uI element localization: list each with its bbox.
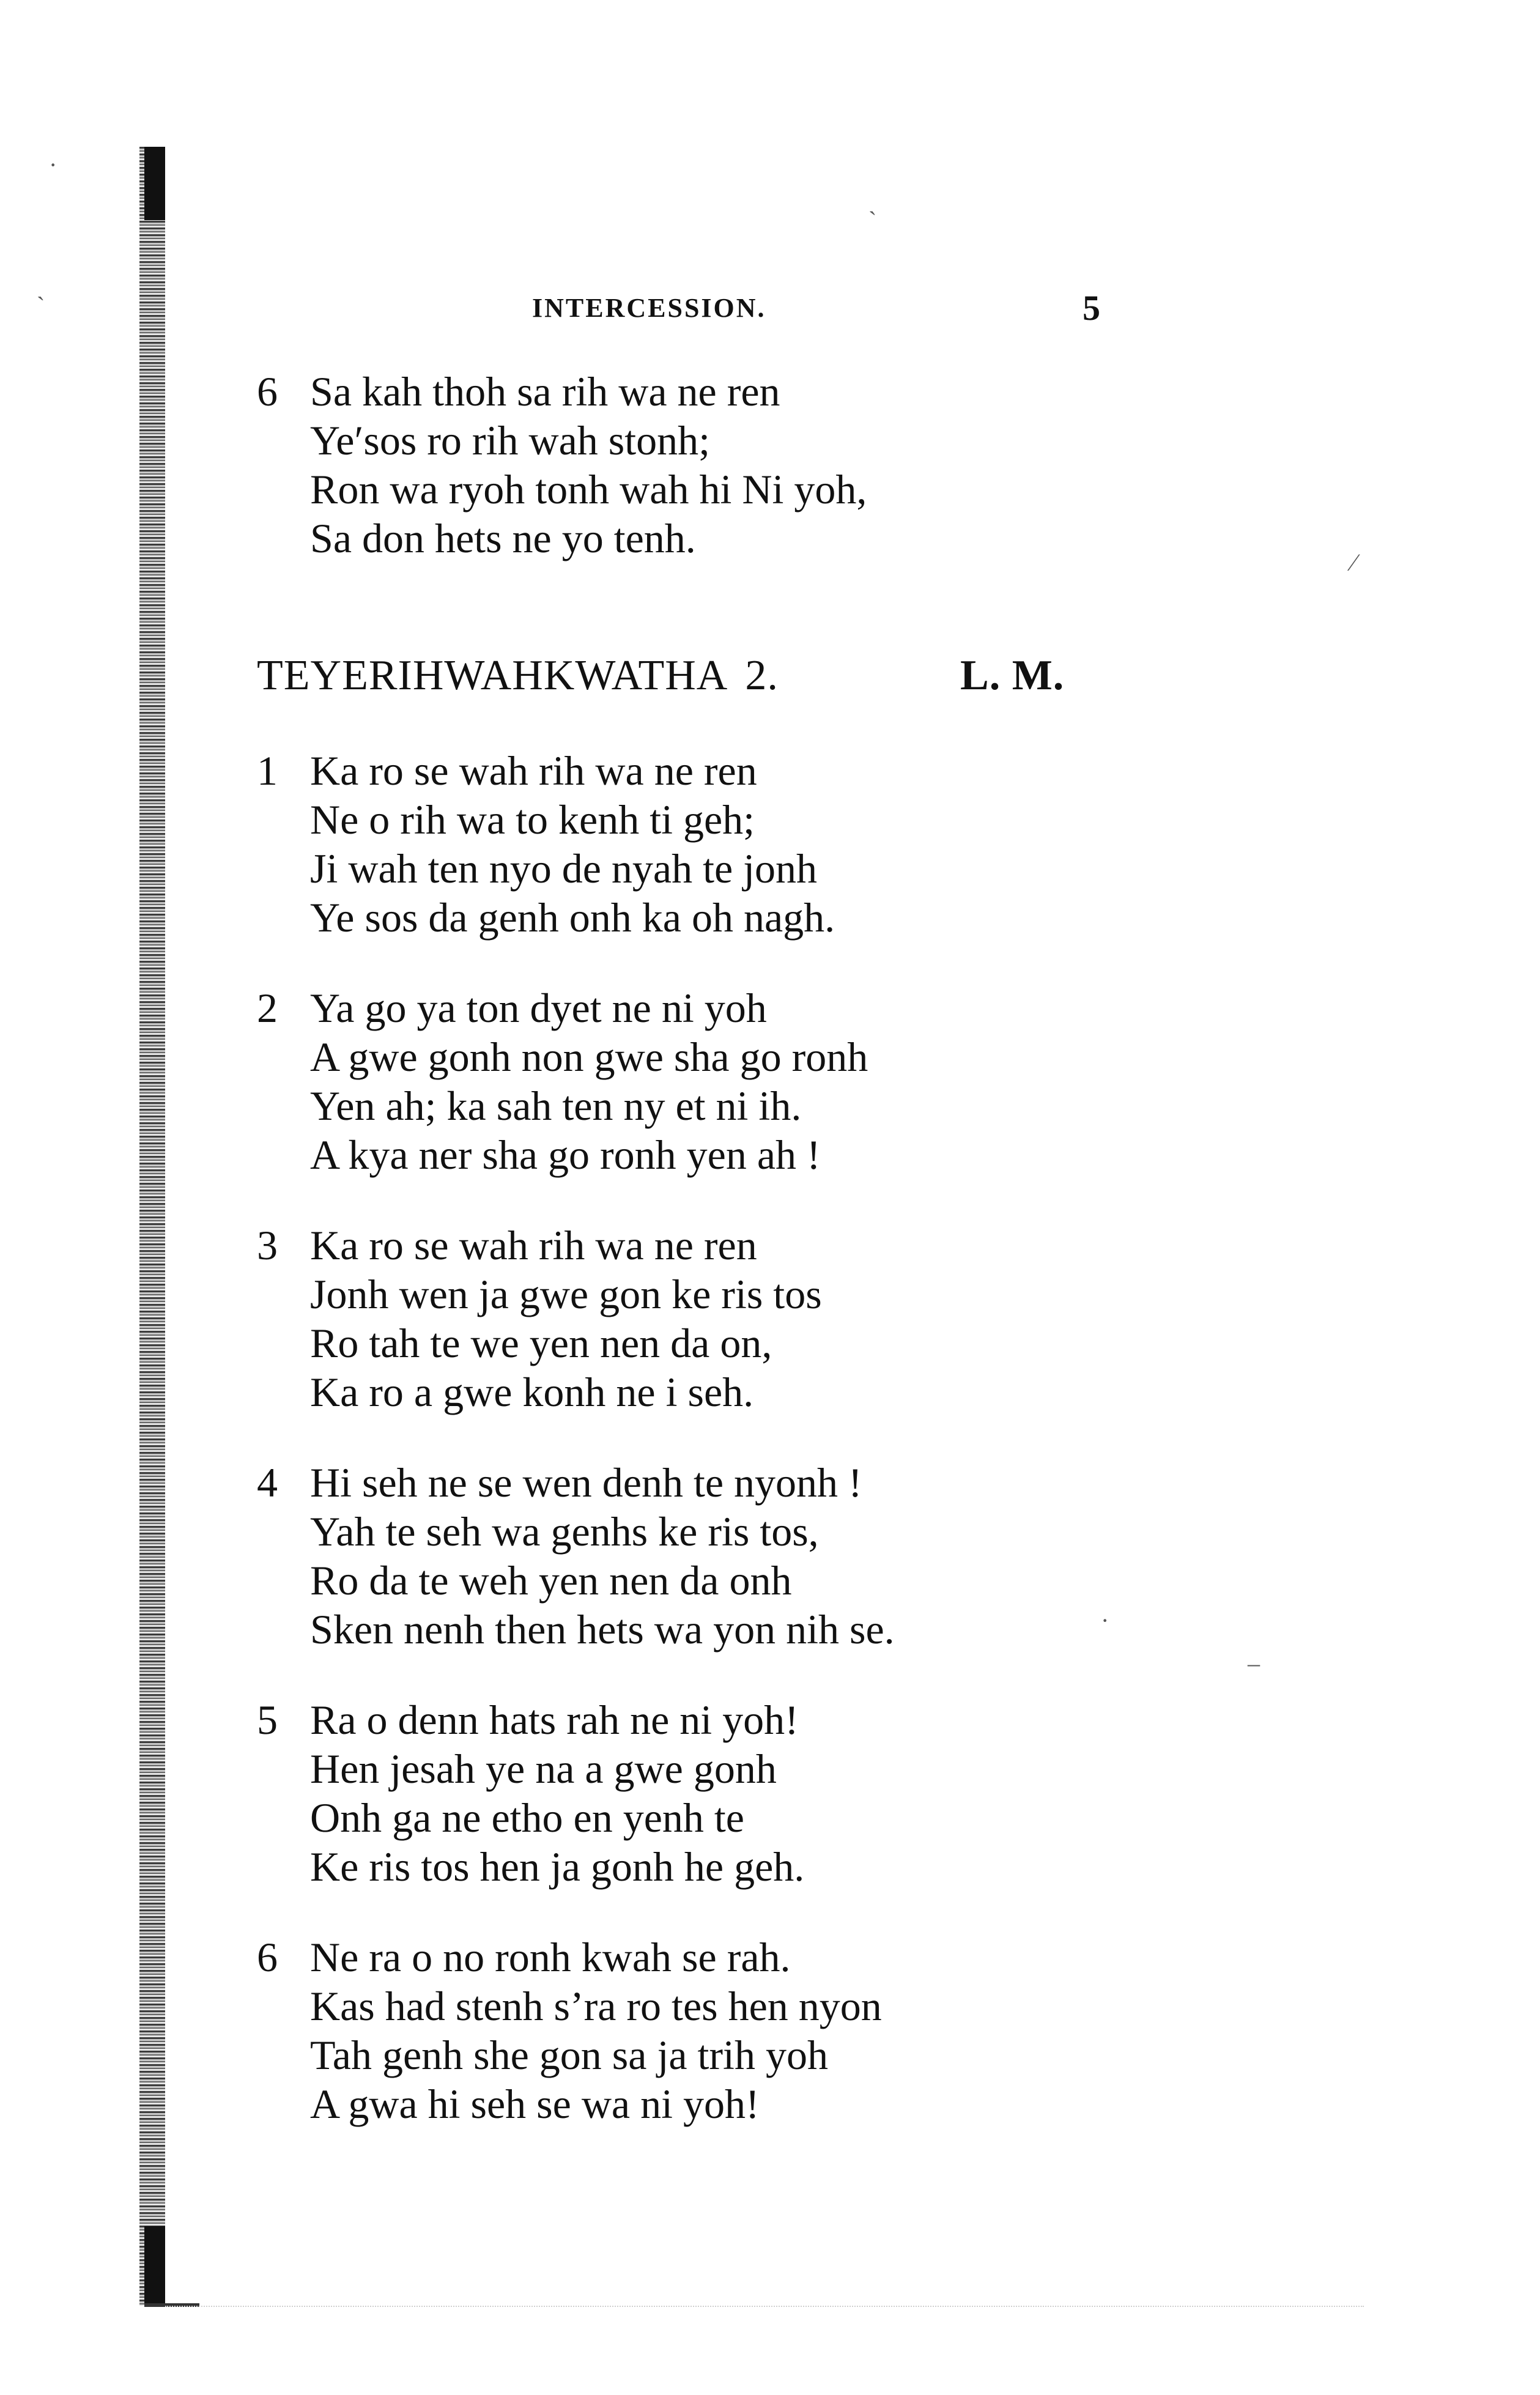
binding-gutter-top [144,147,165,220]
stanza-6 [257,1933,1297,2128]
verse-line: A gwe gonh non gwe sha go ronh [310,1034,868,1080]
verse-line: Hen jesah ye na a gwe gonh [310,1745,777,1792]
print-speck: ‒ [1248,1649,1260,1677]
print-speck: ˏ [868,188,877,215]
stanza-gap [257,1891,1297,1933]
verse-line [257,1695,1297,1744]
verse-line: A gwa hi seh se wa ni yoh! [310,2081,760,2127]
print-speck: ⁄ [1352,549,1356,576]
verse-line: Ne o rih wa to kenh ti geh; [310,796,755,843]
verse-line: Yah te seh wa genhs ke ris tos, [310,1508,819,1555]
verse-number: 6 [257,368,278,415]
stanza-1 [257,746,1297,942]
verse-line: Ka ro a gwe konh ne i seh. [310,1369,754,1415]
hymn-meter: L. M. [960,652,1065,699]
verse-line: Kas had stenh s’ra ro tes hen nyon [310,1983,882,2029]
stanza-gap [257,1416,1297,1458]
page-header [0,287,1540,330]
verse-text: Hi seh ne se wen denh te nyonh ! [310,1459,862,1506]
print-speck: · [1101,1607,1109,1634]
verse-number: 3 [257,1222,278,1268]
verse-line: Tah genh she gon sa ja trih yoh [310,2032,828,2078]
verse-number: 5 [257,1697,278,1743]
stanza-gap [257,1654,1297,1695]
stanza-3 [257,1221,1297,1416]
verse-line: Sa don hets ne yo tenh. [310,515,696,561]
verse-line: Jonh wen ja gwe gon ke ris tos [310,1271,822,1317]
verse-number: 1 [257,747,278,794]
page-number: 5 [1083,288,1100,328]
verse-line: Ye sos da genh onh ka oh nagh. [310,894,835,941]
binding-gutter [139,147,165,2306]
verse-line [257,367,1297,416]
stanza-4 [257,1458,1297,1654]
verse-text: Sa kah thoh sa rih wa ne ren [310,368,780,415]
page-bottom-edge [165,2306,1364,2307]
binding-gutter-bottom [144,2226,165,2306]
print-speck: ˋ [37,292,45,319]
verse-line [257,983,1297,1032]
verse-line [257,1458,1297,1507]
stanza-previous-6 [257,367,1297,563]
verse-text: Ya go ya ton dyet ne ni yoh [310,985,767,1031]
verse-text: Ne ra o no ronh kwah se rah. [310,1934,791,1980]
verse-text: Ka ro se wah rih wa ne ren [310,747,757,794]
stanza-gap [257,1179,1297,1221]
hymn-heading [257,648,1297,703]
verse-line: Ye′sos ro rih wah stonh; [310,417,711,464]
verse-line: Sken nenh then hets wa yon nih se. [310,1606,895,1653]
print-speck: · [49,151,57,179]
verse-line: Yen ah; ka sah ten ny et ni ih. [310,1083,802,1129]
verse-line: A kya ner sha go ronh yen ah ! [310,1131,821,1178]
verse-line [257,1221,1297,1270]
stanza-gap [257,942,1297,983]
verse-text: Ra o denn hats rah ne ni yoh! [310,1697,799,1743]
verse-line: Ke ris tos hen ja gonh he geh. [310,1843,805,1890]
verse-line [257,746,1297,795]
verse-line: Ji wah ten nyo de nyah te jonh [310,845,818,892]
running-head: INTERCESSION. [532,293,766,323]
verse-number: 2 [257,985,278,1031]
page-content [257,367,1297,2128]
verse-line [257,1933,1297,1982]
verse-text: Ka ro se wah rih wa ne ren [310,1222,757,1268]
verse-line: Ro da te weh yen nen da onh [310,1557,792,1604]
hymn-number: 2. [745,652,779,699]
stanza-5 [257,1695,1297,1891]
verse-line: Ro tah te we yen nen da on, [310,1320,772,1366]
verse-number: 4 [257,1459,278,1506]
verse-number: 6 [257,1934,278,1980]
stanza-2 [257,983,1297,1179]
hymn-title: TEYERIHWAHKWATHA [257,652,728,699]
verse-line: Onh ga ne etho en yenh te [310,1794,744,1841]
verse-line: Ron wa ryoh tonh wah hi Ni yoh, [310,466,867,513]
